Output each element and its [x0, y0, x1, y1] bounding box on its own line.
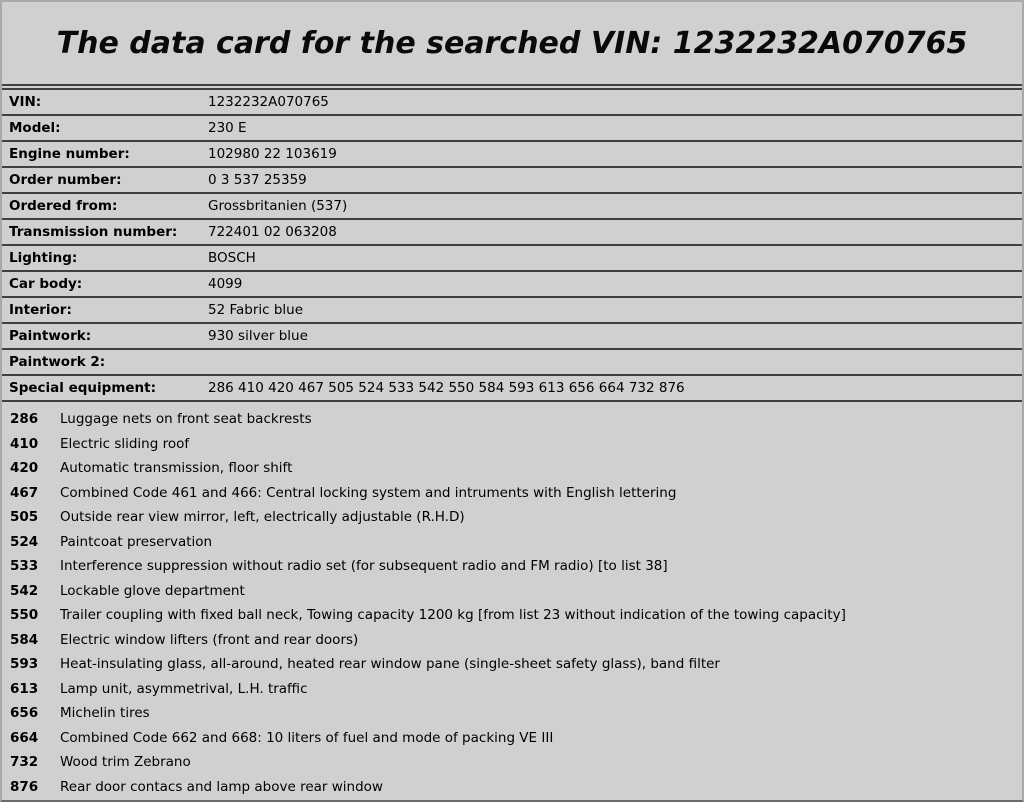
list-item	[2, 481, 1022, 506]
equipment-description: Combined Code 662 and 668: 10 liters of fuel and mode of packing VE III	[60, 729, 554, 746]
equipment-description: Interference suppression without radio set (for subsequent radio and FM radio) [to list 38]	[60, 558, 668, 575]
row-value: 286 410 420 467 505 524 533 542 550 584 593 613 656 664 732 876	[208, 380, 685, 396]
row-label: Model:	[9, 120, 61, 136]
row-value: 0 3 537 25359	[208, 172, 307, 188]
equipment-description: Automatic transmission, floor shift	[60, 460, 293, 477]
equipment-description: Wood trim Zebrano	[60, 754, 191, 771]
equipment-code: 876	[10, 778, 39, 795]
equipment-code: 286	[10, 411, 39, 428]
equipment-description: Trailer coupling with fixed ball neck, Towing capacity 1200 kg [from list 23 without indication of the towing capacity]	[60, 607, 846, 624]
list-item	[2, 579, 1022, 604]
row-label: Car body:	[9, 276, 83, 292]
row-value: 1232232A070765	[208, 94, 329, 110]
table-row-model	[2, 116, 1022, 142]
row-value: 4099	[208, 276, 243, 292]
row-label: Ordered from:	[9, 198, 118, 214]
table-row-car-body	[2, 272, 1022, 298]
table-row-order-number	[2, 168, 1022, 194]
row-value: 102980 22 103619	[208, 146, 337, 162]
row-label: Special equipment:	[9, 380, 157, 396]
list-item	[2, 554, 1022, 579]
equipment-code: 505	[10, 509, 39, 526]
equipment-description: Lockable glove department	[60, 582, 245, 599]
equipment-code: 664	[10, 729, 39, 746]
row-label: Interior:	[9, 302, 72, 318]
equipment-code: 584	[10, 631, 39, 648]
list-item	[2, 775, 1022, 800]
row-label: Engine number:	[9, 146, 130, 162]
equipment-code: 732	[10, 754, 39, 771]
list-item	[2, 652, 1022, 677]
list-item	[2, 456, 1022, 481]
table-row-paintwork	[2, 324, 1022, 350]
table-row-ordered-from	[2, 194, 1022, 220]
equipment-code: 613	[10, 680, 39, 697]
table-row-vin	[2, 90, 1022, 116]
list-item	[2, 701, 1022, 726]
table-row-engine-number	[2, 142, 1022, 168]
row-value: 722401 02 063208	[208, 224, 337, 240]
equipment-code: 420	[10, 460, 39, 477]
list-item	[2, 432, 1022, 457]
row-label: VIN:	[9, 94, 42, 110]
list-item	[2, 726, 1022, 751]
equipment-description: Lamp unit, asymmetrival, L.H. traffic	[60, 680, 308, 697]
equipment-description: Heat-insulating glass, all-around, heated rear window pane (single-sheet safety glass), band filter	[60, 656, 720, 673]
list-item	[2, 407, 1022, 432]
equipment-description: Electric window lifters (front and rear doors)	[60, 631, 359, 648]
equipment-code: 593	[10, 656, 39, 673]
equipment-description: Electric sliding roof	[60, 435, 190, 452]
row-label: Transmission number:	[9, 224, 178, 240]
row-label: Paintwork:	[9, 328, 92, 344]
table-row-lighting	[2, 246, 1022, 272]
table-row-paintwork-2	[2, 350, 1022, 376]
equipment-description: Paintcoat preservation	[60, 533, 213, 550]
table-row-interior	[2, 298, 1022, 324]
row-label: Lighting:	[9, 250, 78, 266]
equipment-code: 467	[10, 484, 39, 501]
list-item	[2, 530, 1022, 555]
row-label: Order number:	[9, 172, 122, 188]
list-item	[2, 750, 1022, 775]
equipment-code: 410	[10, 435, 39, 452]
equipment-code: 656	[10, 705, 39, 722]
equipment-code: 550	[10, 607, 39, 624]
row-value: 230 E	[208, 120, 247, 136]
equipment-description: Michelin tires	[60, 705, 150, 722]
page-title: The data card for the searched VIN: 1232232A070765	[56, 25, 968, 61]
row-label: Paintwork 2:	[9, 354, 106, 370]
equipment-code: 524	[10, 533, 39, 550]
list-item	[2, 603, 1022, 628]
list-item	[2, 505, 1022, 530]
equipment-code: 542	[10, 582, 39, 599]
data-card-table	[2, 88, 1022, 402]
list-item	[2, 677, 1022, 702]
list-item	[2, 628, 1022, 653]
table-row-transmission-number	[2, 220, 1022, 246]
row-value: 930 silver blue	[208, 328, 308, 344]
row-value: BOSCH	[208, 250, 256, 266]
row-value: 52 Fabric blue	[208, 302, 304, 318]
equipment-description: Combined Code 461 and 466: Central locking system and intruments with English lettering	[60, 484, 677, 501]
equipment-list	[2, 402, 1022, 799]
table-row-special-equipment	[2, 376, 1022, 402]
equipment-description: Luggage nets on front seat backrests	[60, 411, 312, 428]
title-block	[2, 2, 1022, 86]
equipment-description: Rear door contacs and lamp above rear window	[60, 778, 383, 795]
equipment-code: 533	[10, 558, 39, 575]
row-value: Grossbritanien (537)	[208, 198, 348, 214]
equipment-description: Outside rear view mirror, left, electrically adjustable (R.H.D)	[60, 509, 465, 526]
